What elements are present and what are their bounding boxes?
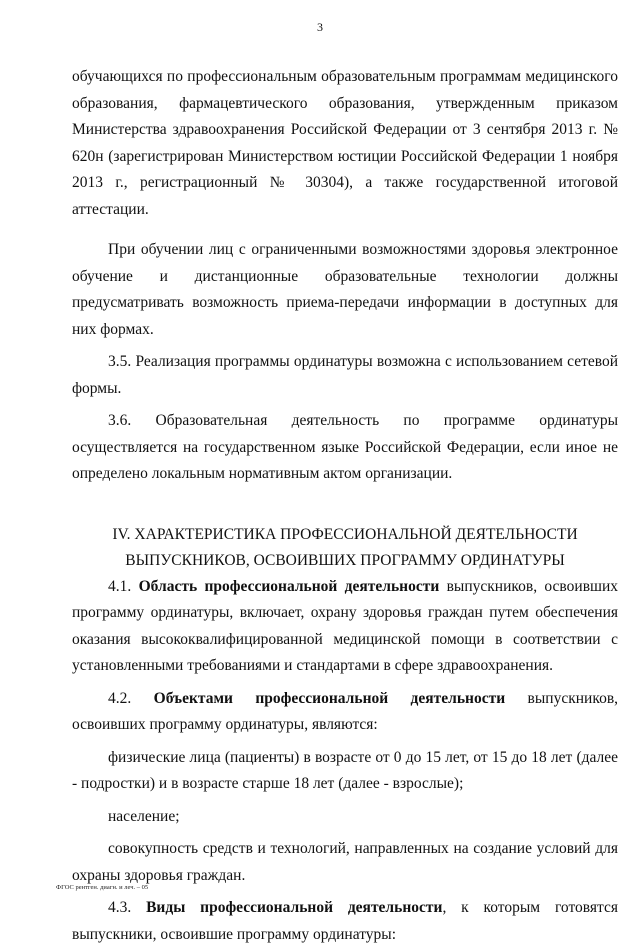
section-heading-line-2: ВЫПУСКНИКОВ, ОСВОИВШИХ ПРОГРАММУ ОРДИНАТУРЫ [125, 551, 565, 569]
page-number: 3 [317, 20, 323, 34]
paragraph-3-5: 3.5. Реализация программы ординатуры возможна с использованием сетевой формы. [72, 353, 618, 397]
clause-text-4-2: выпускников, освоивших программу ординатуры, являются: [72, 689, 619, 733]
section-heading [72, 522, 618, 574]
term-area-of-activity: Область профессиональной деятельности [138, 577, 440, 595]
paragraph-disabilities: При обучении лиц с ограниченными возможностями здоровья электронное обучение и дистанционные образовательные технологии должны предусматривать возможность приема-передачи информации в доступных для них формах. [72, 241, 618, 338]
footer-note: ФГОС рентген. диагн. и леч. – 05 [56, 884, 149, 891]
paragraph-4-3 [72, 895, 618, 948]
clause-number-4-2: 4.2. [108, 689, 154, 707]
clause-text-4-1: выпускников, освоивших программу ординатуры, включает, охрану здоровья граждан путем обеспечения оказания высококвалифицированной медицинской помощи в соответствии с установленными требованиями и стандартами в сфере здравоохранения. [72, 577, 618, 674]
paragraph-4-1 [72, 574, 618, 680]
list-item-means-technologies: совокупность средств и технологий, направленных на создание условий для охраны здоровья граждан. [72, 840, 618, 884]
list-item-population: население; [108, 807, 180, 825]
term-types-of-activity: Виды профессиональной деятельности [146, 899, 443, 916]
section-heading-line-1: IV. ХАРАКТЕРИСТИКА ПРОФЕССИОНАЛЬНОЙ ДЕЯТЕЛЬНОСТИ [112, 525, 578, 543]
list-item-patients: физические лица (пациенты) в возрасте от 0 до 15 лет, от 15 до 18 лет (далее - подростки) и в возрасте старше 18 лет (далее - взрослые); [72, 748, 618, 792]
document-body [72, 64, 618, 948]
clause-text-4-3: , к которым готовятся выпускники, освоившие программу ординатуры: [72, 899, 618, 943]
term-objects-of-activity: Объектами профессиональной деятельности [153, 689, 506, 707]
paragraph-4-2 [72, 686, 618, 739]
clause-number-4-3: 4.3. [108, 899, 147, 916]
clause-number-4-1: 4.1. [108, 577, 139, 595]
paragraph-3-6: 3.6. Образовательная деятельность по программе ординатуры осуществляется на государственном языке Российской Федерации, если иное не определено локальным нормативным актом организации. [72, 412, 618, 482]
paragraph-continuation: обучающихся по профессиональным образовательным программам медицинского образования, фармацевтического образования, утвержденным приказом Министерства здравоохранения Российской Федерации от 3 сентября 2013 г. № 620н (зарегистрирован Министерством юстиции Российской Федерации 1 ноября 2013 г., регистрационный № 30304), а также государственной итоговой аттестации. [72, 68, 618, 218]
